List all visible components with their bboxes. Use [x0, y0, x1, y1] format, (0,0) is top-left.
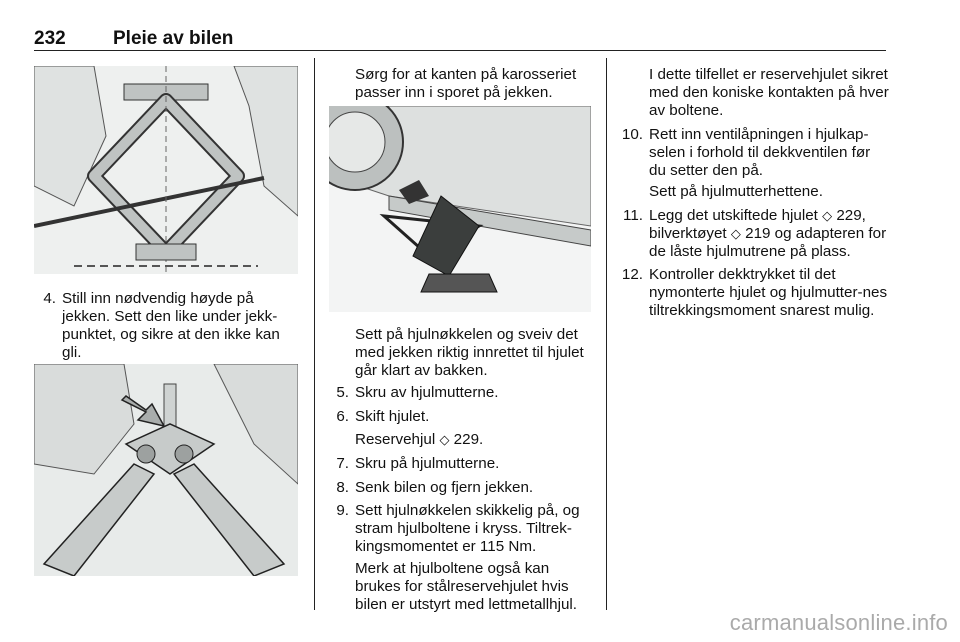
spare-wheel-reference — [355, 431, 591, 449]
step-5 — [336, 384, 591, 402]
step-10-text: Rett inn ventilåpningen i hjulkap-selen i forhold til dekkventilen før du setter den på. — [649, 126, 871, 179]
step-10 — [621, 126, 889, 180]
page-reference-icon: ◇ — [822, 208, 833, 223]
step-12-text: Kontroller dekktrykket til det nymonterte hjulet og hjulmutter-nes tiltrekkingsmoment snarest mulig. — [649, 266, 888, 319]
step-9-number: 9. — [336, 502, 349, 519]
page-number: 232 — [34, 28, 66, 49]
jack-front-illustration — [34, 66, 298, 274]
column-divider-1 — [314, 58, 315, 610]
step-7 — [336, 455, 591, 473]
step-8-number: 8. — [336, 479, 349, 496]
step-12-number: 12. — [621, 266, 643, 283]
jack-fit-instruction: Sørg for at kanten på karosseriet passer inn i sporet på jekken. — [355, 66, 577, 101]
jack-detail-illustration — [34, 364, 298, 576]
step-7-number: 7. — [336, 455, 349, 472]
steel-spare-note: Merk at hjulboltene også kan brukes for stålreservehjulet hvis bilen er utstyrt med lettmetallhjul. — [355, 560, 577, 613]
step-10-sub: Sett på hjulmutterhettene. — [649, 183, 823, 200]
spare-wheel-page-ref[interactable]: 229. — [453, 431, 484, 448]
step-4-number: 4. — [43, 290, 56, 307]
conical-contact-note: I dette tilfellet er reservehjulet sikret med den koniske kontakten på hver av boltene. — [649, 66, 889, 119]
header-rule — [34, 50, 886, 51]
step-9 — [336, 502, 591, 556]
step-11-page-ref-a[interactable]: 229, — [836, 207, 866, 224]
step-5-number: 5. — [336, 384, 349, 401]
step-11-page-ref-b[interactable]: 219 og adapteren for de låste hjulmutrene på plass. — [649, 225, 887, 260]
step-7-text: Skru på hjulmutterne. — [355, 455, 500, 472]
step-10-number: 10. — [621, 126, 643, 143]
page-reference-icon: ◇ — [730, 226, 741, 241]
step-8-text: Senk bilen og fjern jekken. — [355, 479, 534, 496]
step-6-number: 6. — [336, 408, 349, 425]
crank-instruction: Sett på hjulnøkkelen og sveiv det med jekken riktig innrettet til hjulet går klart av bakken. — [355, 326, 584, 379]
watermark: carmanualsonline.info — [729, 610, 948, 635]
step-11 — [623, 207, 889, 261]
step-8 — [336, 479, 591, 497]
step-12 — [621, 266, 889, 320]
step-6 — [336, 408, 591, 426]
spare-wheel-label: Reservehjul — [355, 431, 436, 448]
step-6-text: Skift hjulet. — [355, 408, 430, 425]
step-5-text: Skru av hjulmutterne. — [355, 384, 499, 401]
step-11-number: 11. — [623, 207, 643, 224]
step-4 — [43, 290, 298, 362]
step-11-text-b: bilverktøyet — [649, 225, 727, 242]
jack-under-car-illustration — [329, 106, 591, 312]
step-11-text-a: Legg det utskiftede hjulet — [649, 207, 818, 224]
step-4-text: Still inn nødvendig høyde på jekken. Sett den like under jekk-punktet, og sikre at den ikke kan gli. — [62, 290, 280, 361]
page-title: Pleie av bilen — [113, 28, 234, 49]
step-9-text: Sett hjulnøkkelen skikkelig på, og stram hjulboltene i kryss. Tiltrek-kingsmomentet er 115 Nm. — [355, 502, 580, 555]
page-reference-icon: ◇ — [439, 432, 450, 447]
column-divider-2 — [606, 58, 607, 610]
